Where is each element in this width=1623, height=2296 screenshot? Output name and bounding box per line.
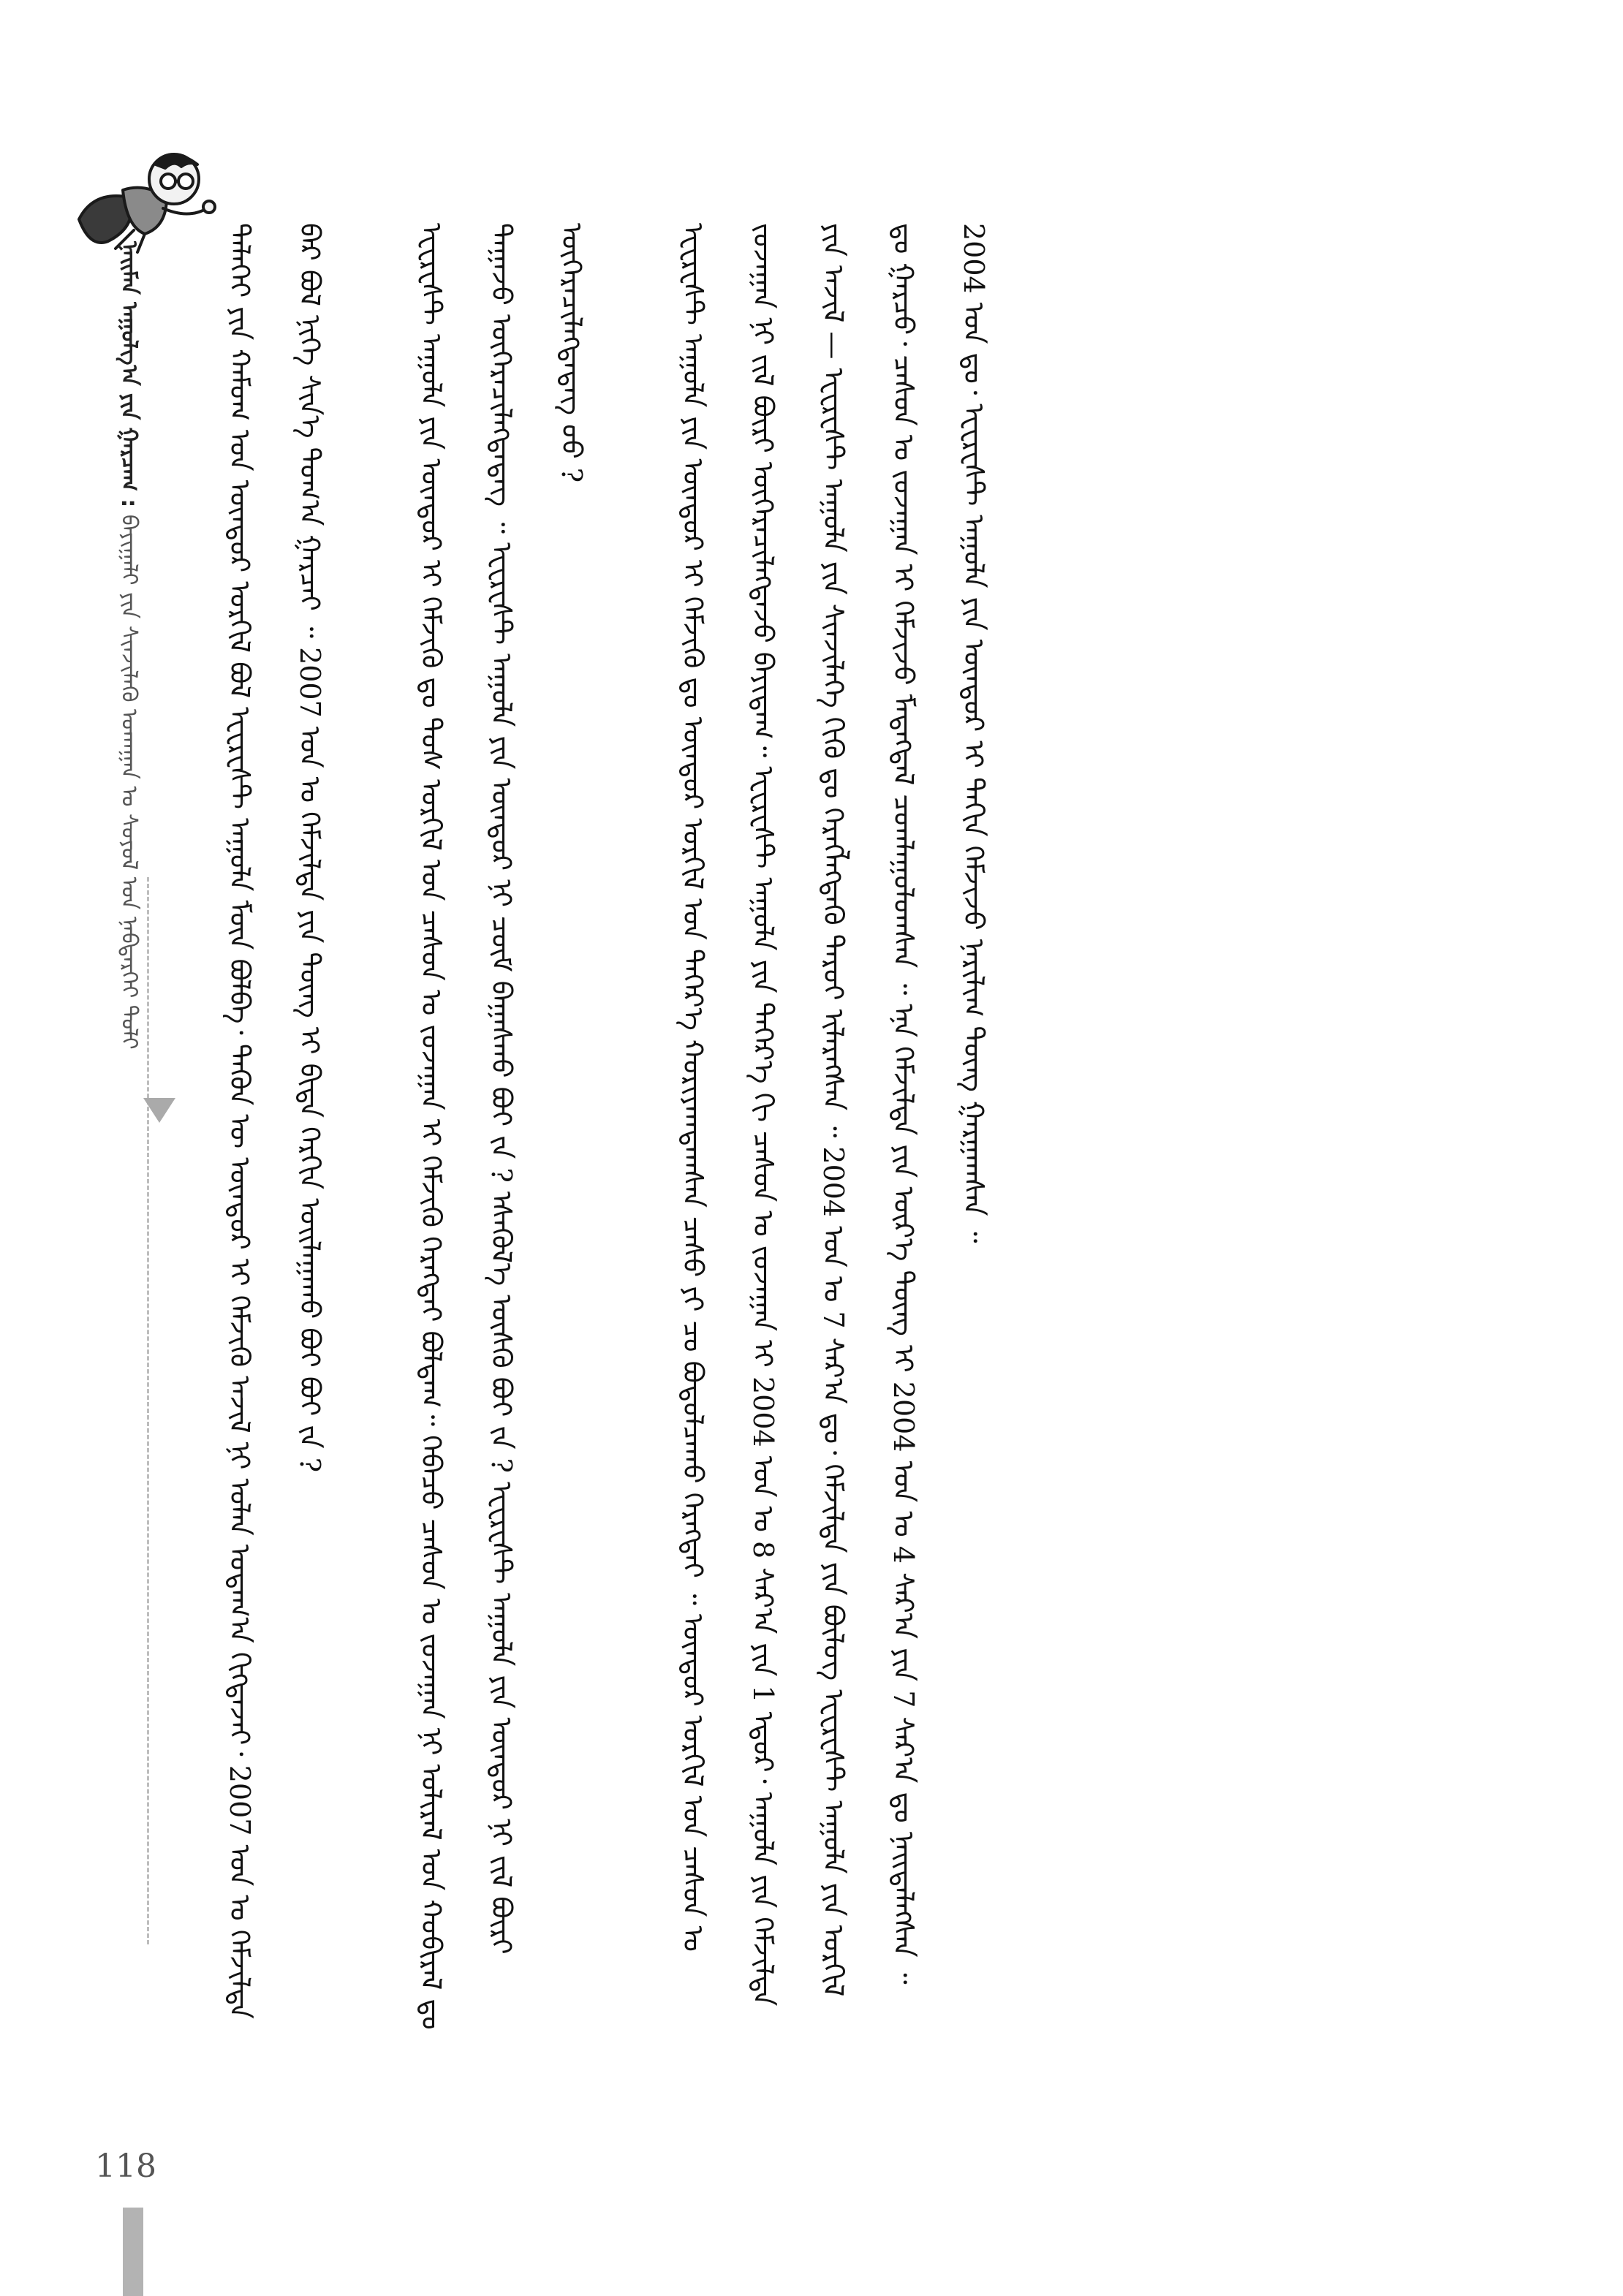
paragraph [607,223,1009,2036]
header-arrow-icon [143,1098,175,1123]
paragraph [205,223,345,2036]
paragraph-text: ᠳᠡᠯᠡᠬᠡᠢ ᠶᠢᠨ ᠬᠠᠮᠤᠭ ᠤᠨ ᠥᠨᠳᠥᠷ ᠣᠷᠭᠢᠯ ᠪᠣᠯ ᠡᠸᠧᠷᠧᠰᠲ ᠠᠭᠤᠯᠠ ᠮᠥᠨ ᠪᠣᠯᠪᠠ᠂ ᠲᠡᠭᠦᠨ ᠦ ᠥᠨᠳᠥᠷ ᠢ ᠬᠡᠮᠵᠢᠬᠦ ᠠᠵᠢᠯ ᠨᠢ ᠣᠯᠠᠨ ᠤᠳᠠᠭ᠎ᠠ ᠬᠢᠭᠳᠡᠵᠡᠢ᠂ 2007 ᠣᠨ ᠤ ᠬᠡᠮᠵᠢᠯᠲᠡ ᠪᠡᠷ ᠪᠣᠯ ᠨᠢᠭᠡ ᠰᠢᠨ᠎ᠡ ᠲᠣᠭ᠎ᠠ ᠭᠠᠷᠴᠠᠢ ᠃ 2007 ᠣᠨ ᠤ ᠬᠡᠮᠵᠢᠯᠲᠡ ᠶᠢᠨ ᠳᠦᠩ ᠢ ᠪᠢᠳᠡ ᠬᠡᠷᠬᠢᠨ ᠣᠢᠯᠠᠭᠠᠬᠤ ᠪᠤᠢ ᠪᠤᠢ ᠵᠠ ? [224,223,326,2019]
header-dashed-rule [147,877,149,1944]
series-subtitle: ᠪᠠᠶᠢᠭᠠᠯᠢ ᠶᠢᠨ ᠰᠢᠨᠵᠢᠯᠡᠬᠦ ᠤᠬᠠᠭᠠᠨ ᠤ ᠰᠣᠶᠤᠯ ᠤᠨ ᠨᠡᠪᠲᠡᠷᠬᠡᠢ ᠲᠣᠯᠢ [116,514,142,1050]
paragraph-text: ᠡᠸᠧᠷᠧᠰᠲ ᠠᠭᠤᠯᠠ ᠶᠢᠨ ᠥᠨᠳᠥᠷ ᠢ ᠬᠡᠮᠵᠢᠬᠦ ᠳᠤ ᠥᠨᠳᠥᠷ ᠣᠷᠭᠢᠯ ᠤᠨ ᠳᠡᠭᠡᠷ᠎ᠡ ᠬᠤᠷᠢᠶᠠᠭᠳᠠᠭᠰᠠᠨ ᠴᠠᠰᠤ ᠶᠢ ᠴᠤ ᠪᠣᠳᠤᠯᠴᠠᠬᠤ ᠬᠡᠷᠡᠭᠲᠡᠢ ᠃ ᠥᠨᠳᠥᠷ ᠣᠷᠭᠢᠯ ᠤᠨ ᠴᠠᠰᠤᠨ ᠤ ᠵᠤᠵᠠᠭᠠᠨ ᠨᠢ ᠵᠢᠯ ᠪᠦᠷᠢ ᠥᠭᠡᠷᠡᠴᠢᠯᠡᠭᠳᠡᠵᠦ ᠪᠠᠶᠢᠳᠠᠭ᠃ ᠡᠸᠧᠷᠧᠰᠲ ᠠᠭᠤᠯᠠ ᠶᠢᠨ ᠳᠡᠭᠡᠷ᠎ᠡ ᠬᠢ ᠴᠠᠰᠤᠨ ᠤ ᠵᠤᠵᠠᠭᠠᠨ ᠢ 2004 ᠣᠨ ᠤ 8 ᠰᠠᠷ᠎ᠠ ᠶᠢᠨ 1 ᠡᠳᠦᠷ᠂ ᠠᠭᠤᠯᠠ ᠶᠢᠨ ᠬᠡᠮᠵᠢᠯᠲᠡ ᠶᠢᠨ ᠠᠵᠢᠯ — ᠡᠸᠧᠷᠧᠰᠲ ᠠᠭᠤᠯᠠ ᠶᠢᠨ ᠰᠢᠨᠵᠢᠯᠡᠭᠡ ᠬᠢᠬᠦ ᠳᠤ ᠬᠡᠷᠡᠭᠯᠡᠭᠳᠡᠬᠦ ᠳᠠᠷᠤᠢ ᠢᠯᠡᠷᠡᠭᠰᠡᠨ ᠃ 2004 ᠣᠨ ᠤ 7 ᠰᠠᠷ᠎ᠠ ᠳᠤ᠂ ᠬᠡᠮᠵᠢᠯᠲᠡ ᠶᠢᠨ ᠪᠦᠯᠦᠭ ᠡᠸᠧᠷᠧᠰᠲ ᠠᠭᠤᠯᠠ ᠶᠢᠨ ᠣᠷᠭᠢᠯ ᠳᠤ ᠭᠠᠷᠴᠤ᠂ ᠴᠠᠰᠤᠨ ᠤ ᠵᠤᠵᠠᠭᠠᠨ ᠢ ᠬᠡᠮᠵᠢᠵᠦ ᠮᠡᠳᠡᠭᠳᠡᠯ ᠴᠤᠭᠯᠠᠭᠤᠯᠤᠭᠰᠠᠨ ᠃ ᠡᠨᠡ ᠬᠡᠮᠵᠢᠯᠲᠡ ᠶᠢᠨ ᠦᠷ᠎ᠡ ᠳᠦᠩ ᠢ 2004 ᠣᠨ ᠤ 4 ᠰᠠᠷ᠎ᠠ ᠶᠢᠨ 7 ᠰᠠᠷ᠎ᠠ ᠳᠤ ᠨᠡᠢᠲᠡᠯᠡᠭᠰᠡᠨ ᠃ 2004 ᠣᠨ ᠳᠤ᠂ ᠡᠸᠧᠷᠧᠰᠲ ᠠᠭᠤᠯᠠ ᠶᠢᠨ ᠥᠨᠳᠥᠷ ᠢ ᠳᠠᠬᠢᠨ ᠬᠡᠮᠵᠢᠵᠦ ᠨᠠᠷᠢᠯᠢᠭ ᠳᠦᠩ ᠭᠠᠷᠭᠠᠭᠰᠠᠨ ᠃ [677,223,990,2007]
page-edge-tab [123,2208,143,2296]
paragraph-text: ᠡᠸᠧᠷᠧᠰᠲ ᠠᠭᠤᠯᠠ ᠶᠢᠨ ᠥᠨᠳᠥᠷ ᠢ ᠬᠡᠮᠵᠢᠬᠦ ᠳᠤ ᠲᠤᠰ ᠣᠷᠭᠢᠯ ᠤᠨ ᠴᠠᠰᠤᠨ ᠤ ᠵᠤᠵᠠᠭᠠᠨ ᠢ ᠬᠡᠮᠵᠢᠬᠦ ᠬᠡᠷᠡᠭᠲᠡᠢ ᠪᠣᠯᠳᠠᠭ᠃ ᠭᠡᠪᠡᠴᠦ ᠴᠠᠰᠤᠨ ᠤ ᠵᠤᠵᠠᠭᠠᠨ ᠨᠢ ᠤᠯᠢᠷᠠᠯ ᠤᠨ ᠬᠤᠪᠢᠷᠠᠯ ᠳᠤ ᠳᠠᠭᠠᠵᠤ ᠥᠭᠡᠷᠡᠴᠢᠯᠡᠭᠳᠡᠳᠡᠭ ᠃ ᠡᠸᠧᠷᠧᠰᠲ ᠠᠭᠤᠯᠠ ᠶᠢᠨ ᠥᠨᠳᠥᠷ ᠨᠢ ᠴᠥᠮ ᠪᠠᠭᠠᠰᠬᠤ ᠪᠤᠢ ᠵᠠ ? ᠡᠰᠡᠬᠦᠯ᠎ᠡ ᠥᠰᠬᠦ ᠪᠤᠢ ᠵᠠ ? ᠡᠸᠧᠷᠧᠰᠲ ᠠᠭᠤᠯᠠ ᠶᠢᠨ ᠥᠨᠳᠥᠷ ᠨᠢ ᠵᠢᠯ ᠪᠦᠷᠢ ᠥᠭᠡᠷᠡᠴᠢᠯᠡᠭᠳᠡᠳᠡᠭ ᠦᠦ ? [415,223,588,2030]
mascot-illustration [64,139,225,256]
body-text [205,223,1579,2036]
running-header [116,241,148,1089]
series-title: ᠨᠠᠢᠮᠠᠨ ᠠᠭᠤᠯᠭ᠎ᠠ ᠶᠢᠨ ᠭᠠᠷᠴᠠᠭ : [116,241,142,508]
page-number: 118 [95,2148,156,2185]
paragraph [345,223,607,2036]
